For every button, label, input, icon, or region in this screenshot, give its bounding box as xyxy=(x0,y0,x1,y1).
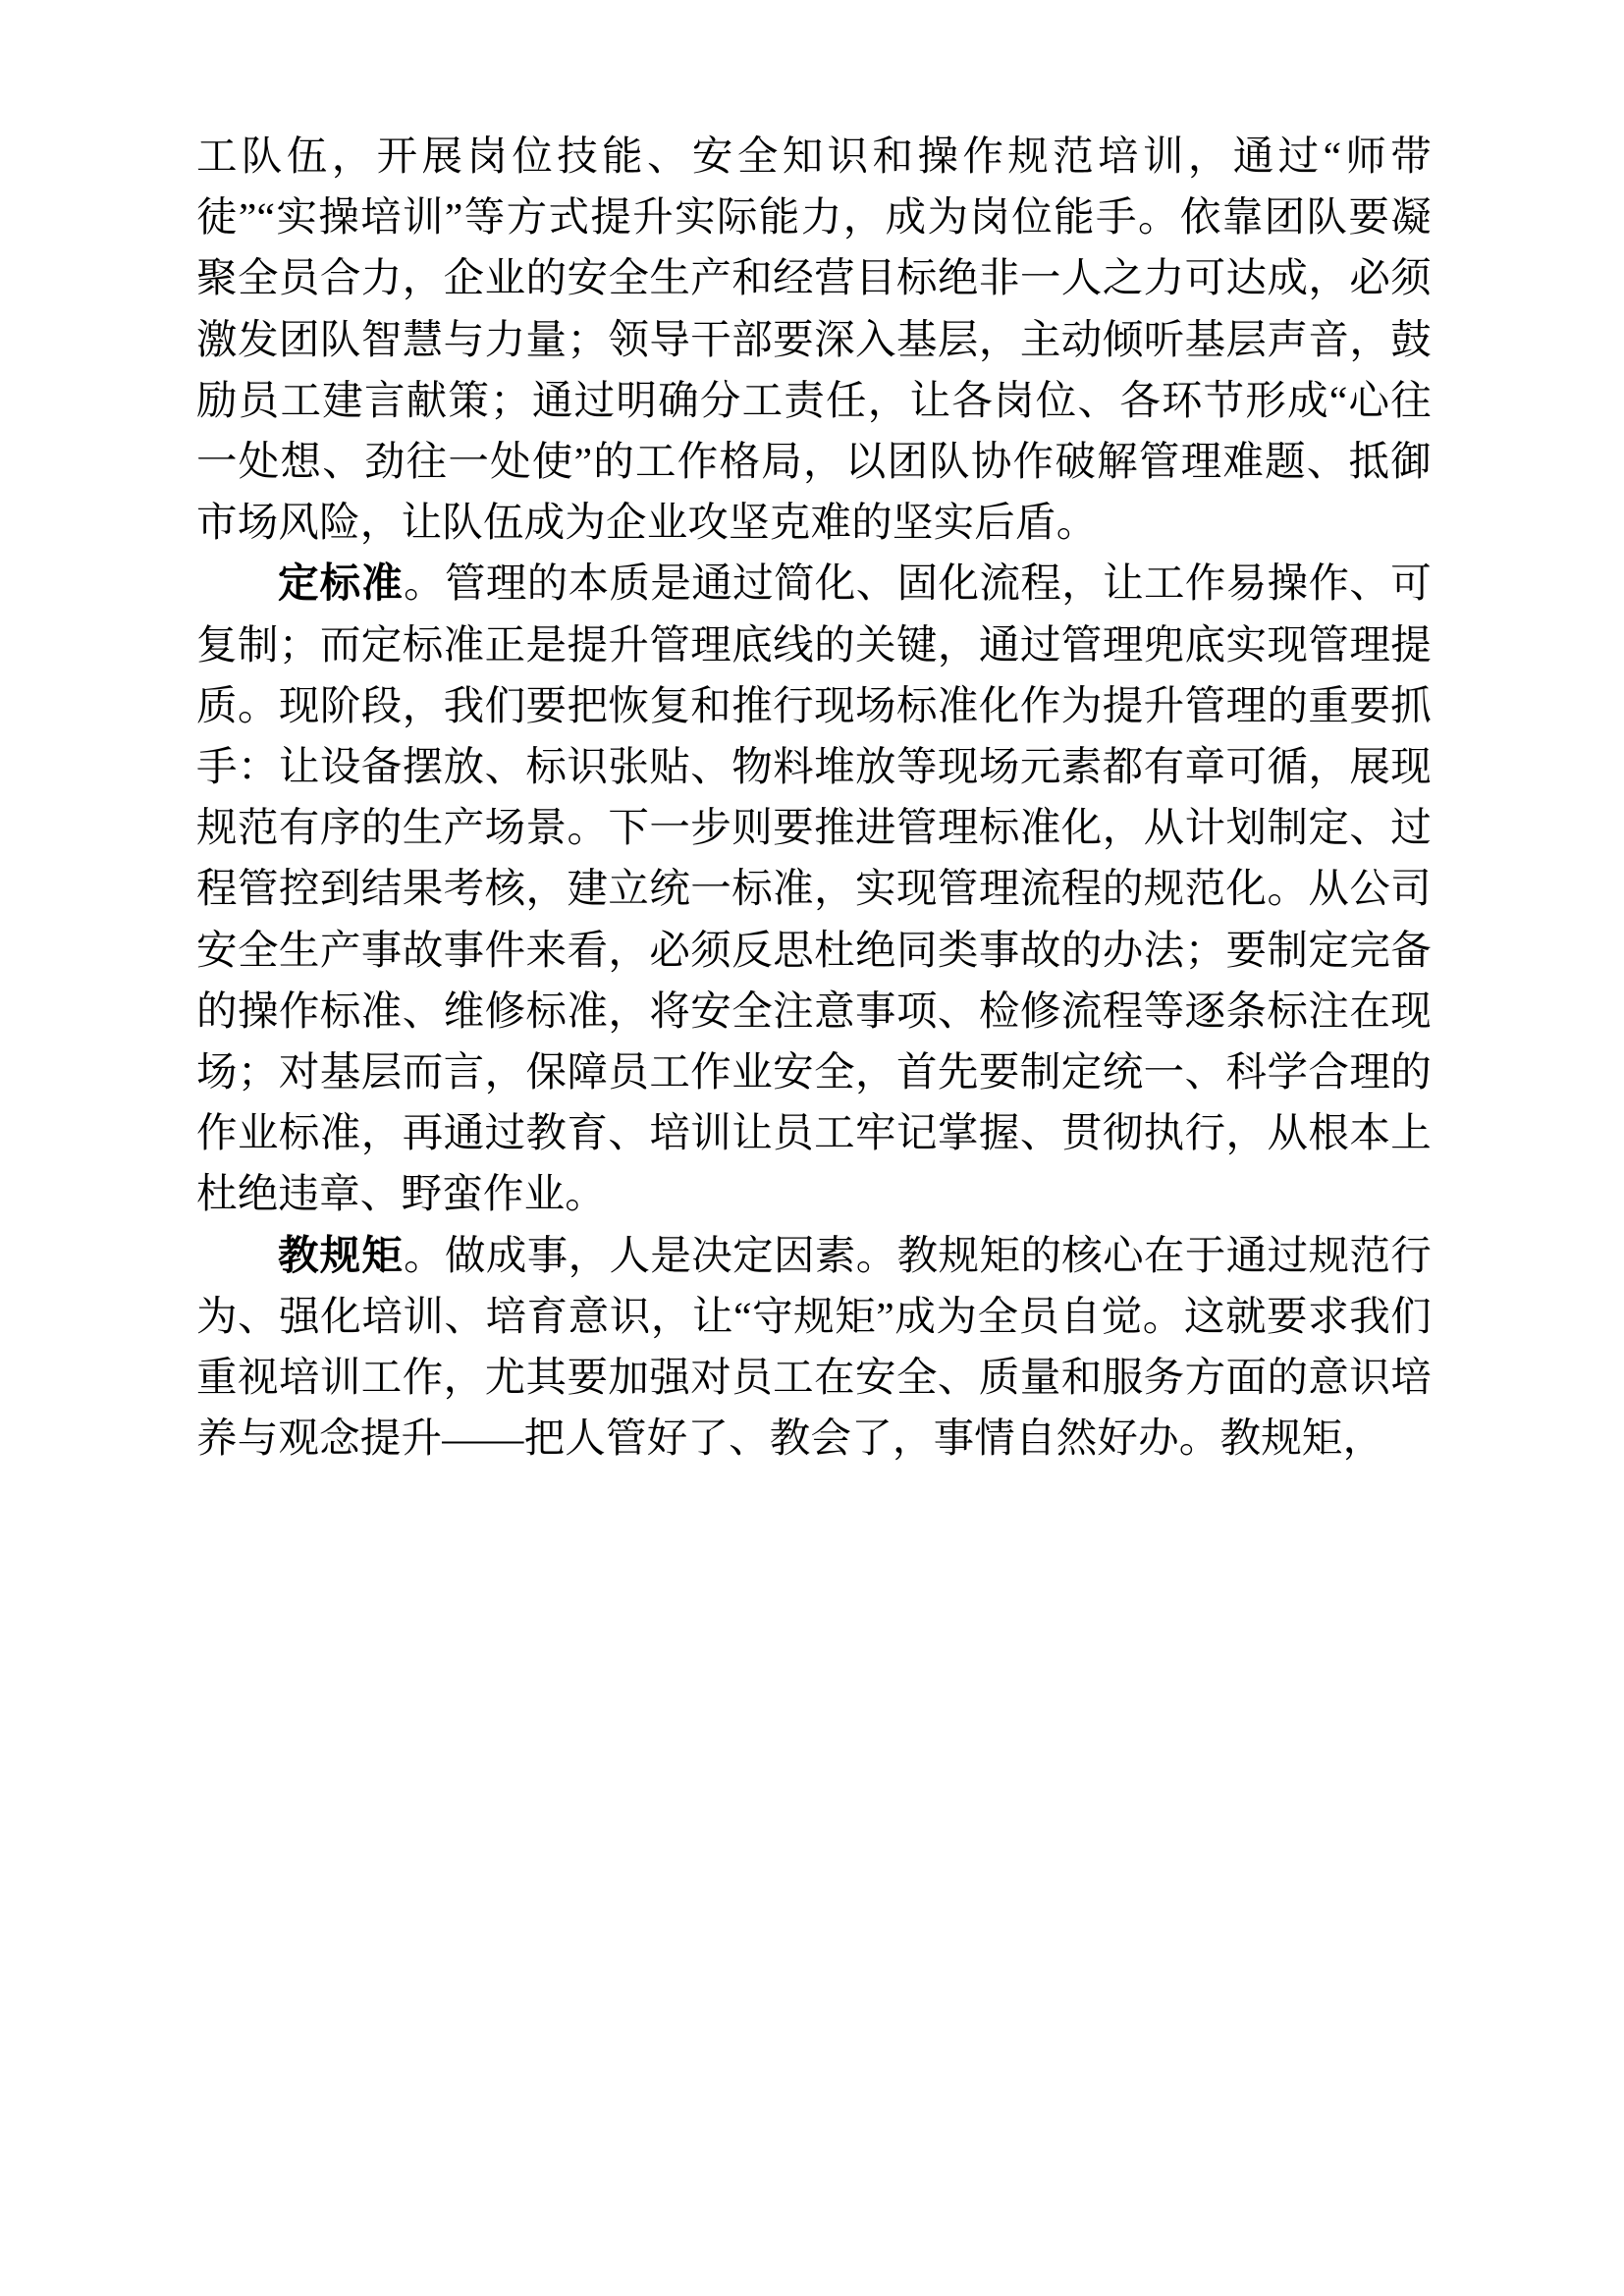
paragraph-teach-rules xyxy=(196,1225,1432,1469)
paragraph-text: 。做成事，人是决定因素。教规矩的核心在于通过规范行为、强化培训、培育意识，让“守规矩”成为全员自觉。这就要求我们重视培训工作，尤其要加强对员工在安全、质量和服务方面的意识培养与观念提升——把人管好了、教会了，事情自然好办。教规矩， xyxy=(196,1232,1432,1462)
paragraph-lead-label: 定标准 xyxy=(278,561,405,607)
paragraph-text: 工队伍，开展岗位技能、安全知识和操作规范培训，通过“师带徒”“实操培训”等方式提升实际能力，成为岗位能手。依靠团队要凝聚全员合力，企业的安全生产和经营目标绝非一人之力可达成，必须激发团队智慧与力量；领导干部要深入基层，主动倾听基层声音，鼓励员工建言献策；通过明确分工责任，让各岗位、各环节形成“心往一处想、劲往一处使”的工作格局，以团队协作破解管理难题、抵御市场风险，让队伍成为企业攻坚克难的坚实后盾。 xyxy=(196,133,1432,546)
paragraph-set-standards xyxy=(196,553,1432,1224)
paragraph-team-building xyxy=(196,126,1432,553)
paragraph-text: 。管理的本质是通过简化、固化流程，让工作易操作、可复制；而定标准正是提升管理底线的关键，通过管理兜底实现管理提质。现阶段，我们要把恢复和推行现场标准化作为提升管理的重要抓手：让设备摆放、标识张贴、物料堆放等现场元素都有章可循，展现规范有序的生产场景。下一步则要推进管理标准化，从计划制定、过程管控到结果考核，建立统一标准，实现管理流程的规范化。从公司安全生产事故事件来看，必须反思杜绝同类事故的办法；要制定完备的操作标准、维修标准，将安全注意事项、检修流程等逐条标注在现场；对基层而言，保障员工作业安全，首先要制定统一、科学合理的作业标准，再通过教育、培训让员工牢记掌握、贯彻执行，从根本上杜绝违章、野蛮作业。 xyxy=(196,561,1432,1217)
document-body xyxy=(196,126,1432,1468)
paragraph-lead-label: 教规矩 xyxy=(278,1232,405,1278)
